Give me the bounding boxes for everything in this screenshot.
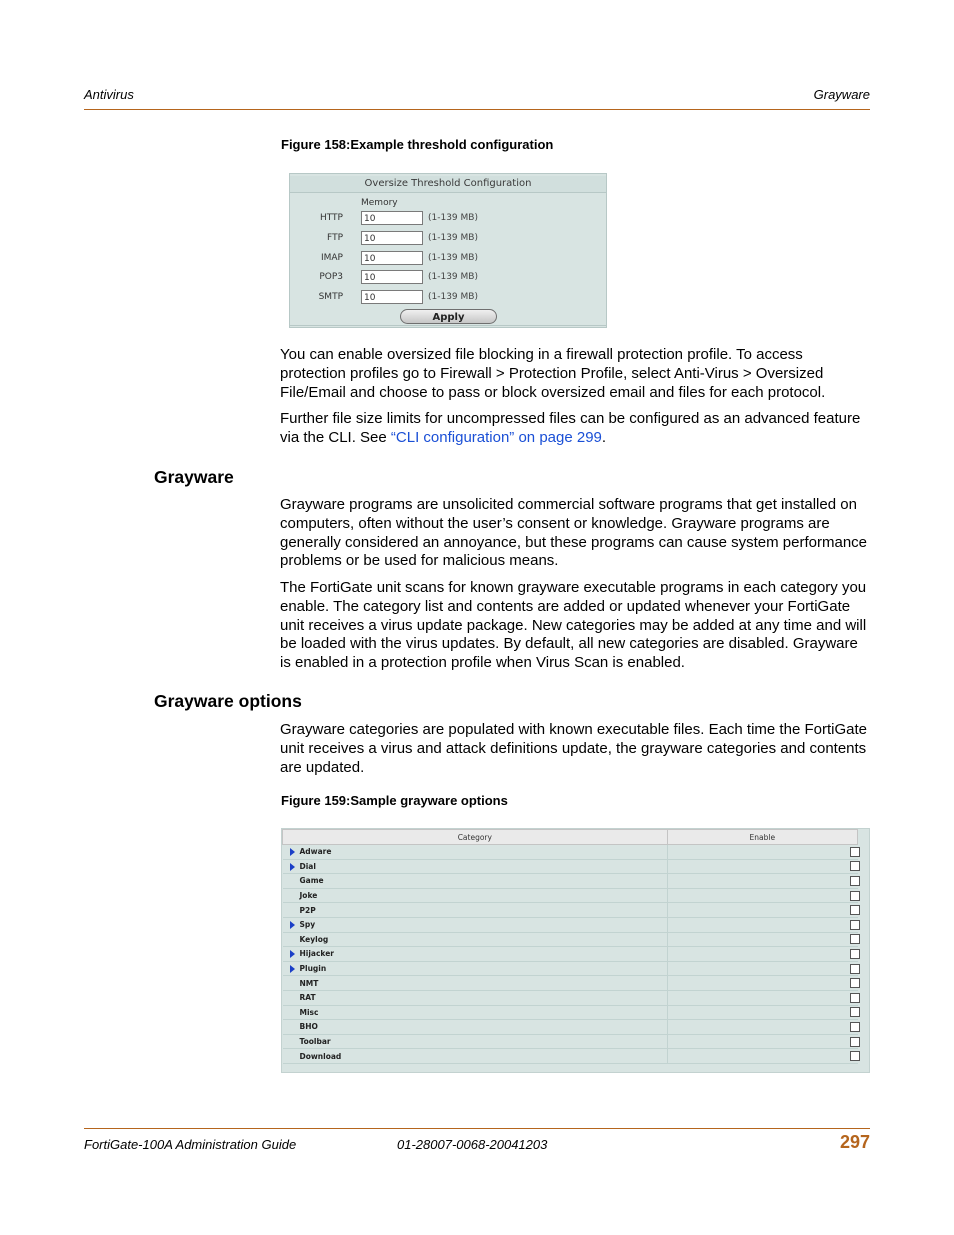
enable-checkbox[interactable] — [850, 876, 860, 886]
table-header-row — [283, 830, 858, 845]
figure-158-caption: Figure 158:Example threshold configuration — [281, 137, 554, 152]
category-name: Adware — [299, 847, 332, 857]
category-name: NMT — [299, 978, 319, 988]
enable-checkbox[interactable] — [850, 1037, 860, 1047]
table-row — [283, 1005, 858, 1020]
table-row — [283, 990, 858, 1005]
table-row — [283, 947, 858, 962]
grayware-options-heading: Grayware options — [154, 691, 302, 711]
protocol-label: POP3 — [319, 272, 343, 282]
category-name: RAT — [299, 993, 316, 1003]
panel-bottom-bar — [290, 325, 606, 326]
category-cell — [283, 903, 668, 918]
table-row — [283, 859, 858, 874]
enable-cell — [667, 976, 857, 991]
table-row — [283, 888, 858, 903]
table-row — [283, 976, 858, 991]
category-cell — [283, 1049, 668, 1064]
category-name: Dial — [299, 861, 316, 871]
category-name: Plugin — [299, 964, 327, 974]
enable-cell — [667, 874, 857, 889]
enable-cell — [667, 888, 857, 903]
enable-column-header: Enable — [667, 830, 857, 845]
panel-title: Oversize Threshold Configuration — [290, 176, 606, 193]
figure-159-caption: Figure 159:Sample grayware options — [281, 793, 508, 808]
table-row — [283, 917, 858, 932]
grayware-category-table — [282, 829, 858, 1064]
category-cell — [283, 932, 668, 947]
header-chapter: Grayware — [813, 87, 870, 102]
enable-checkbox[interactable] — [850, 964, 860, 974]
enable-cell — [667, 903, 857, 918]
expand-arrow-icon[interactable] — [290, 965, 295, 973]
category-name: Spy — [299, 920, 316, 930]
table-row — [283, 845, 858, 860]
table-row — [283, 903, 858, 918]
category-column-header: Category — [283, 830, 668, 845]
footer-doc-id: 01-28007-0068-20041203 — [397, 1137, 548, 1152]
grayware-paragraph-2: The FortiGate unit scans for known grayware executable programs in each category you enable. The category list and contents are added or updated whenever your FortiGate unit receives a virus update package. New categories may be added at any time and will be loaded with the virus updates. By default, all new categories are disabled. Grayware is enabled in a protection profile when Virus Scan is enabled. — [280, 579, 867, 672]
expand-arrow-icon[interactable] — [290, 921, 295, 929]
expand-arrow-icon[interactable] — [290, 863, 295, 871]
protocol-label: IMAP — [320, 253, 343, 263]
table-row — [283, 1020, 858, 1035]
enable-cell — [667, 932, 857, 947]
enable-checkbox[interactable] — [850, 1007, 860, 1017]
cli-paragraph-end: . — [601, 428, 607, 446]
enable-cell — [667, 1034, 857, 1049]
category-name: Toolbar — [299, 1037, 331, 1047]
enable-cell — [667, 961, 857, 976]
category-name: Download — [299, 1051, 342, 1061]
category-name: Joke — [299, 891, 318, 901]
enable-cell — [667, 859, 857, 874]
expand-arrow-icon[interactable] — [290, 848, 295, 856]
category-name: Misc — [299, 1007, 319, 1017]
grayware-paragraph-1: Grayware programs are unsolicited commercial software programs that get installed on computers, often without the user’s consent or knowledge. Grayware programs are generally considered an annoyance, but these programs can cause system performance problems or be used for malicious means. — [280, 496, 867, 570]
category-cell — [283, 874, 668, 889]
enable-checkbox[interactable] — [850, 920, 860, 930]
category-cell — [283, 1020, 668, 1035]
apply-button[interactable]: Apply — [400, 309, 497, 324]
protocol-label: FTP — [327, 233, 343, 243]
enable-cell — [667, 1049, 857, 1064]
table-row — [283, 874, 858, 889]
range-hint: (1-139 MB) — [428, 292, 478, 302]
category-name: Keylog — [299, 934, 329, 944]
grayware-options-panel — [281, 828, 870, 1073]
header-rule — [84, 109, 870, 110]
enable-checkbox[interactable] — [850, 847, 860, 857]
imap-threshold-input[interactable]: 10 — [361, 251, 423, 265]
enable-checkbox[interactable] — [850, 861, 860, 871]
category-cell — [283, 976, 668, 991]
range-hint: (1-139 MB) — [428, 253, 478, 263]
grayware-options-paragraph: Grayware categories are populated with known executable files. Each time the FortiGate unit receives a virus and attack definitions update, the grayware categories and contents are updated. — [280, 721, 867, 776]
enable-checkbox[interactable] — [850, 949, 860, 959]
expand-arrow-icon[interactable] — [290, 950, 295, 958]
threshold-row-smtp — [290, 290, 606, 306]
cli-paragraph — [280, 410, 872, 448]
enable-cell — [667, 845, 857, 860]
pop3-threshold-input[interactable]: 10 — [361, 270, 423, 284]
range-hint: (1-139 MB) — [428, 233, 478, 243]
ftp-threshold-input[interactable]: 10 — [361, 231, 423, 245]
category-cell[interactable] — [283, 961, 668, 976]
grayware-heading: Grayware — [154, 467, 234, 487]
range-hint: (1-139 MB) — [428, 272, 478, 282]
enable-checkbox[interactable] — [850, 905, 860, 915]
protocol-label: SMTP — [318, 292, 343, 302]
category-cell[interactable] — [283, 917, 668, 932]
enable-checkbox[interactable] — [850, 978, 860, 988]
category-cell — [283, 888, 668, 903]
category-cell[interactable] — [283, 859, 668, 874]
footer-title: FortiGate-100A Administration Guide — [84, 1137, 297, 1152]
oversize-paragraph: You can enable oversized file blocking in a firewall protection profile. To access protection profiles go to Firewall > Protection Profile, select Anti-Virus > Oversized File/Email and choose to pass or block oversized email and files for each protocol. — [280, 346, 826, 401]
cli-configuration-link[interactable]: “CLI configuration” on page 299 — [390, 428, 602, 446]
category-name: BHO — [299, 1022, 318, 1032]
enable-checkbox[interactable] — [850, 934, 860, 944]
protocol-label: HTTP — [319, 213, 343, 223]
category-cell[interactable] — [283, 947, 668, 962]
grayware-rows — [283, 845, 858, 1064]
category-cell — [283, 1034, 668, 1049]
table-row — [283, 1034, 858, 1049]
table-row — [283, 1049, 858, 1064]
table-row — [283, 932, 858, 947]
category-name: Game — [299, 876, 324, 886]
threshold-row-pop3 — [290, 270, 606, 286]
threshold-row-imap — [290, 251, 606, 267]
enable-cell — [667, 990, 857, 1005]
cli-paragraph-text: Further file size limits for uncompressed files can be configured as an advanced feature via the CLI. See — [280, 410, 861, 446]
page-number: 297 — [839, 1132, 870, 1152]
footer-rule — [84, 1128, 870, 1129]
header-section: Antivirus — [84, 87, 134, 102]
category-cell — [283, 1005, 668, 1020]
memory-label: Memory — [361, 198, 398, 208]
range-hint: (1-139 MB) — [428, 213, 478, 223]
threshold-row-http — [290, 211, 606, 227]
category-cell — [283, 990, 668, 1005]
smtp-threshold-input[interactable]: 10 — [361, 290, 423, 304]
enable-checkbox[interactable] — [850, 1051, 860, 1061]
enable-checkbox[interactable] — [850, 993, 860, 1003]
category-name: Hijacker — [299, 949, 334, 959]
enable-checkbox[interactable] — [850, 891, 860, 901]
enable-cell — [667, 917, 857, 932]
category-name: P2P — [299, 905, 316, 915]
oversize-threshold-panel — [289, 173, 607, 328]
enable-cell — [667, 947, 857, 962]
enable-cell — [667, 1020, 857, 1035]
table-row — [283, 961, 858, 976]
threshold-row-ftp — [290, 231, 606, 247]
enable-checkbox[interactable] — [850, 1022, 860, 1032]
category-cell[interactable] — [283, 845, 668, 860]
http-threshold-input[interactable]: 10 — [361, 211, 423, 225]
enable-cell — [667, 1005, 857, 1020]
